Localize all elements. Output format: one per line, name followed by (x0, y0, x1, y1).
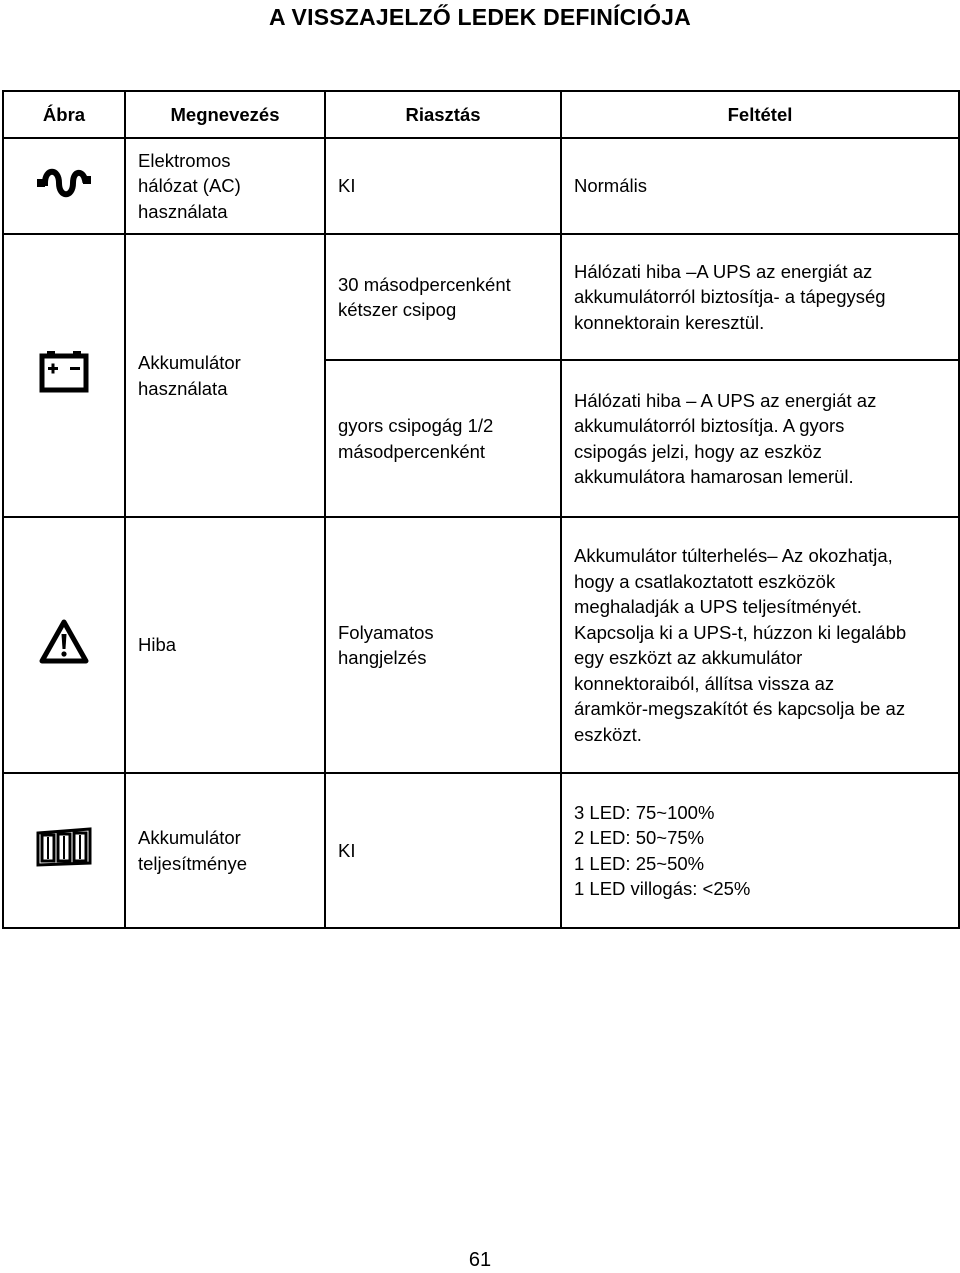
page-number: 61 (468, 1249, 492, 1271)
alarm-cell: KI (325, 773, 561, 928)
led-definition-table (2, 90, 960, 929)
ac-sine-wave-icon (37, 162, 91, 204)
alarm-cell: KI (325, 138, 561, 234)
battery-level-bars-icon (36, 827, 92, 867)
icon-cell (3, 517, 125, 773)
alarm-cell: 30 másodpercenként kétszer csipog (325, 234, 561, 360)
table-row (3, 773, 959, 928)
condition-cell: Akkumulátor túlterhelés– Az okozhatja, hogy a csatlakoztatott eszközök meghaladják a UPS teljesítményét. Kapcsolja ki a UPS-t, húzzon ki legalább egy eszközt az akkumulátor konnektoraiból, állítsa vissza az áramkör-megszakítót és kapcsolja be az eszközt. (561, 517, 959, 773)
header-abra: Ábra (3, 91, 125, 138)
header-megnevezes: Megnevezés (125, 91, 325, 138)
condition-cell: Hálózati hiba – A UPS az energiát az akkumulátorról biztosítja. A gyors csipogás jelzi, hogy az eszköz akkumulátora hamarosan lemerül. (561, 360, 959, 517)
icon-cell (3, 773, 125, 928)
table-row (3, 138, 959, 234)
table-header-row (3, 91, 959, 138)
condition-cell: Normális (561, 138, 959, 234)
warning-triangle-icon (39, 619, 89, 665)
table-row (3, 517, 959, 773)
page-title: A VISSZAJELZŐ LEDEK DEFINÍCIÓJA (269, 4, 691, 30)
header-feltetel: Feltétel (561, 91, 959, 138)
name-cell: Hiba (125, 517, 325, 773)
alarm-cell: gyors csipogág 1/2 másodpercenként (325, 360, 561, 517)
name-cell: Elektromos hálózat (AC) használata (125, 138, 325, 234)
icon-cell (3, 138, 125, 234)
condition-cell: 3 LED: 75~100% 2 LED: 50~75% 1 LED: 25~50% 1 LED villogás: <25% (561, 773, 959, 928)
alarm-cell: Folyamatos hangjelzés (325, 517, 561, 773)
battery-icon (39, 351, 89, 393)
name-cell: Akkumulátor teljesítménye (125, 773, 325, 928)
name-cell: Akkumulátor használata (125, 234, 325, 517)
condition-cell: Hálózati hiba –A UPS az energiát az akkumulátorról biztosítja- a tápegység konnektorain keresztül. (561, 234, 959, 360)
table-row (3, 234, 959, 360)
header-riasztas: Riasztás (325, 91, 561, 138)
icon-cell (3, 234, 125, 517)
